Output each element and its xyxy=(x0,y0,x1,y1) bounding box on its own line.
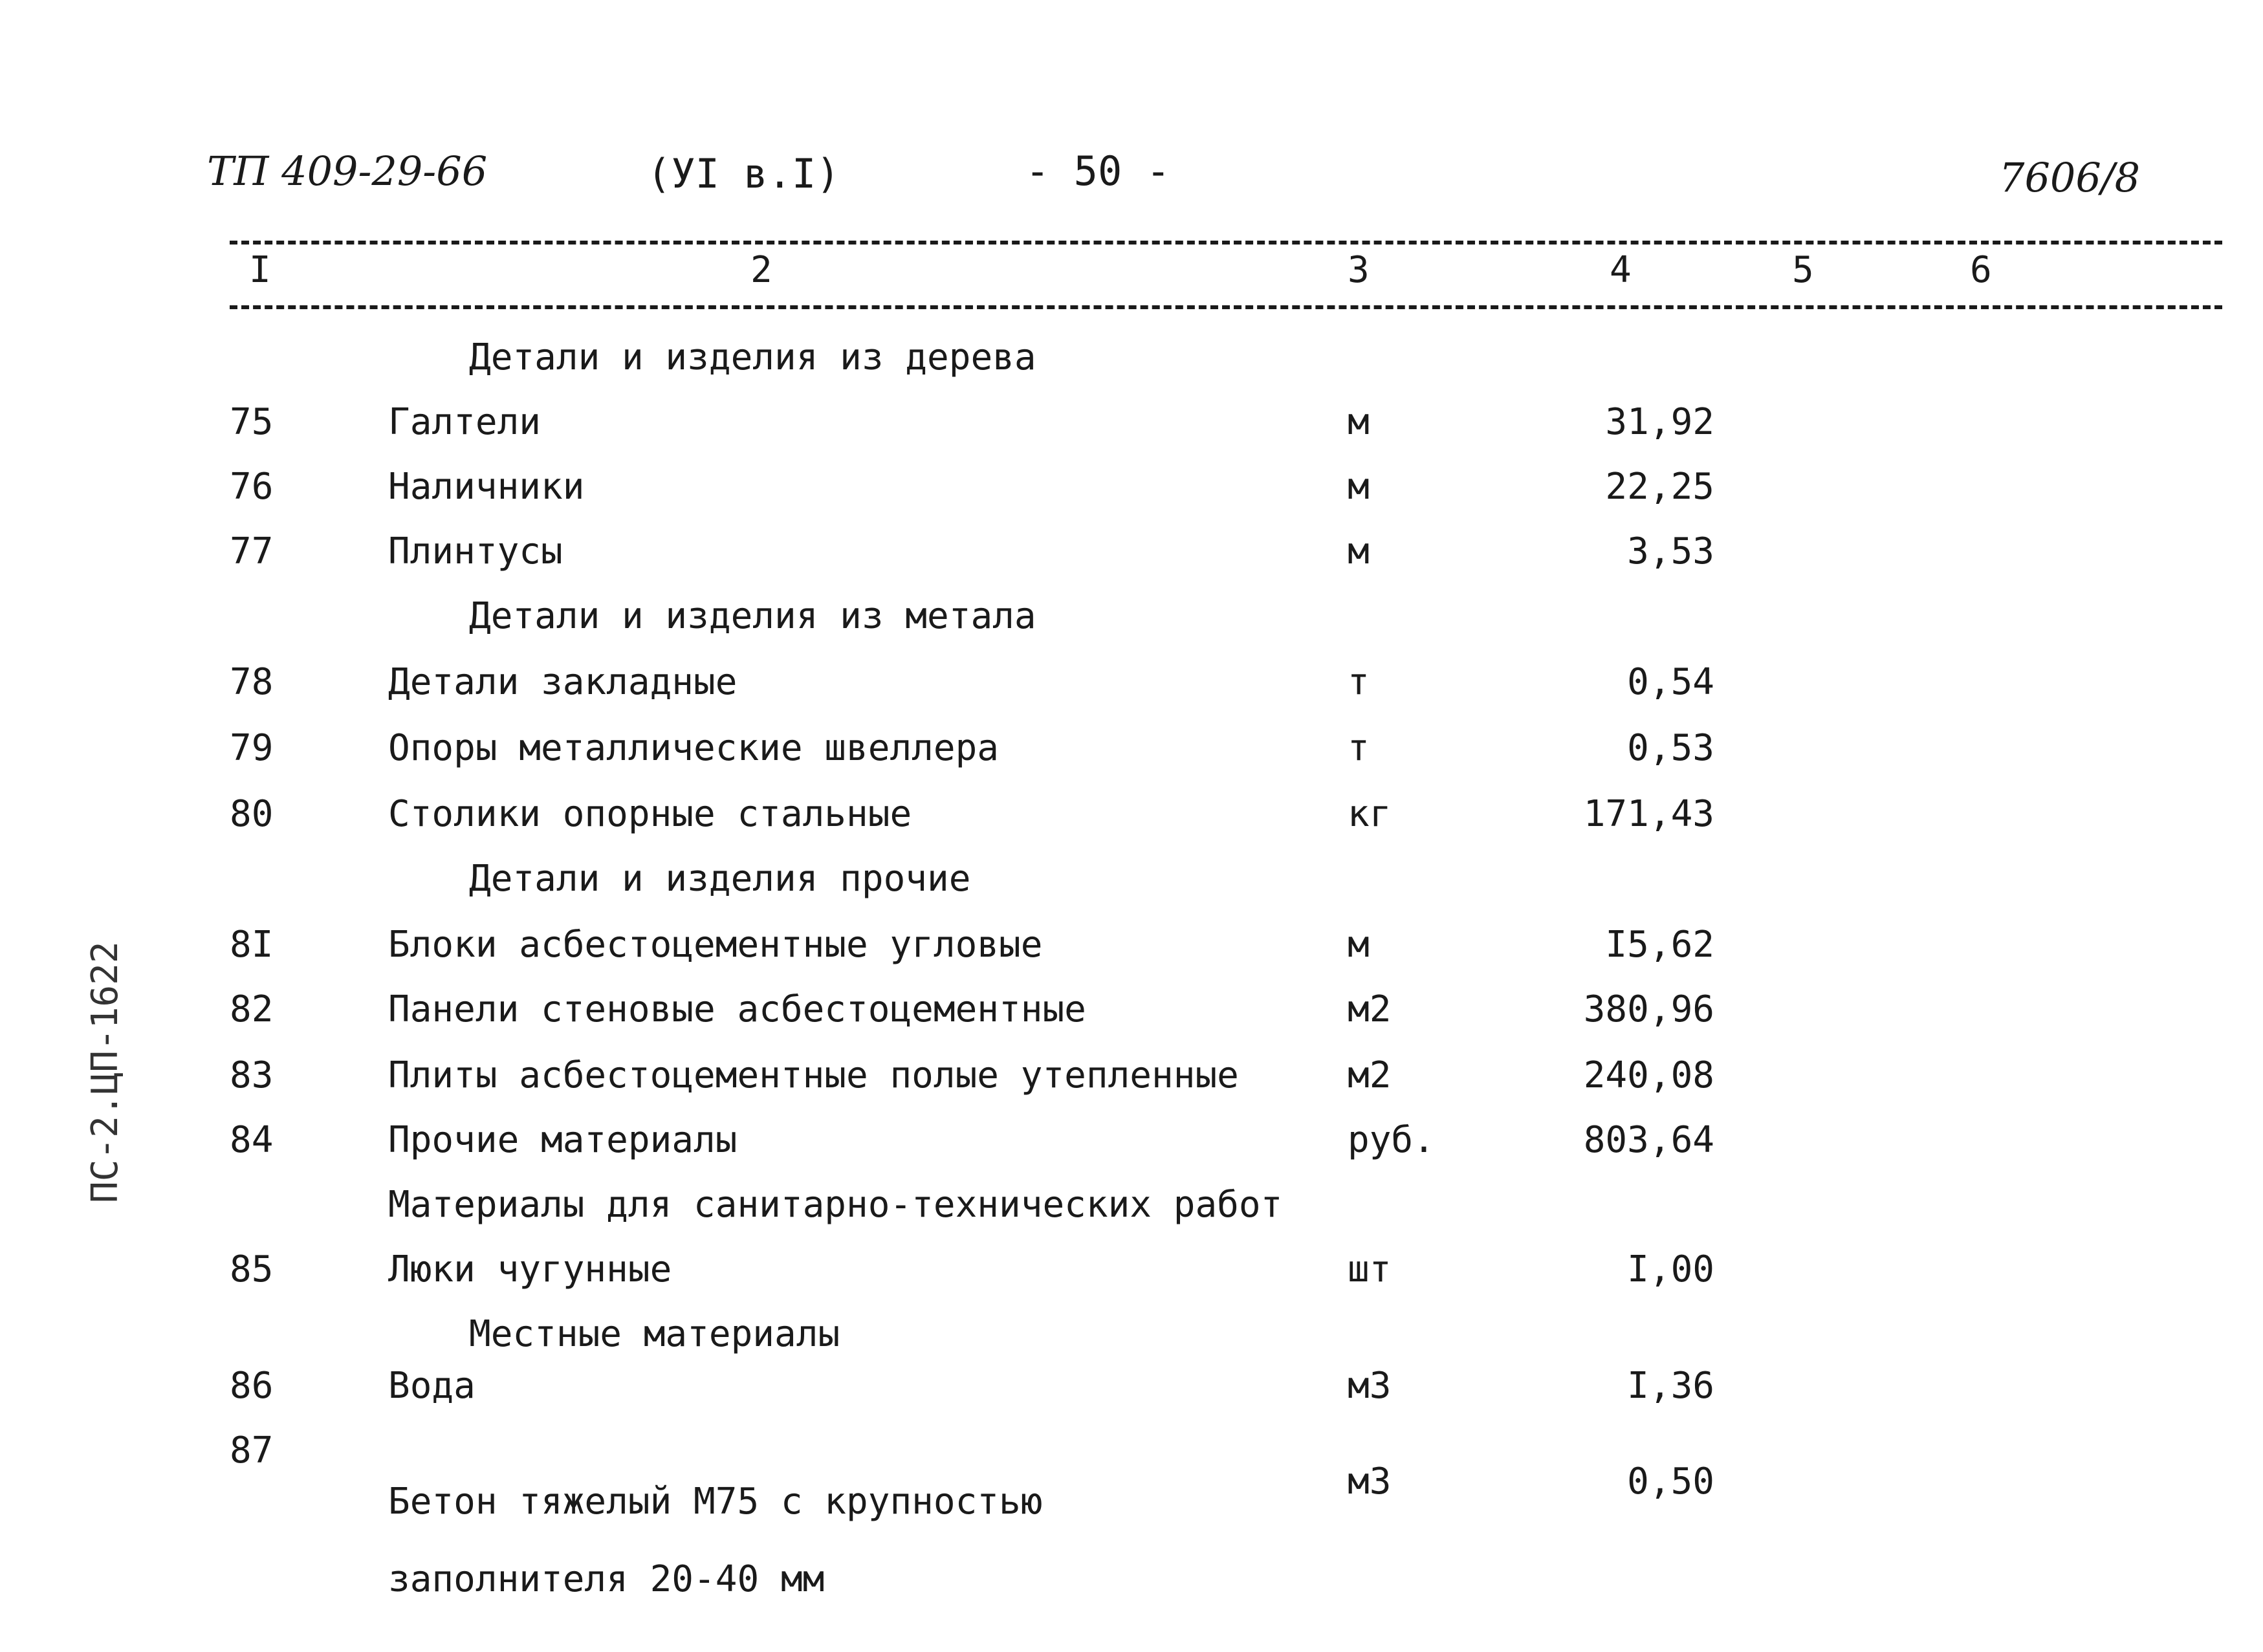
table-row xyxy=(0,1248,2263,1313)
quantity: I,36 xyxy=(1627,1365,1714,1407)
table-row xyxy=(0,661,2263,726)
item-name: Панели стеновые асбестоцементные xyxy=(388,988,1086,1030)
item-name: Галтели xyxy=(388,401,541,443)
column-header-2: 2 xyxy=(750,249,772,291)
quantity: 0,53 xyxy=(1627,727,1714,769)
unit: м xyxy=(1348,924,1370,966)
volume-label: (УI в.I) xyxy=(647,150,840,197)
column-header-3: 3 xyxy=(1348,249,1370,291)
archive-stamp: ПС-2.ЦП-1622 xyxy=(84,941,126,1203)
quantity: 171,43 xyxy=(1583,793,1714,835)
section-title: Детали и изделия прочие xyxy=(469,858,971,900)
row-number: 82 xyxy=(230,988,274,1030)
header-top-rule xyxy=(230,241,2222,245)
section-title: Детали и изделия из дерева xyxy=(469,336,1036,378)
section-heading xyxy=(0,595,2263,660)
table-row xyxy=(0,466,2263,530)
table-row xyxy=(0,988,2263,1053)
table-row xyxy=(0,530,2263,595)
row-number: 8I xyxy=(230,924,274,966)
section-title: Местные материалы xyxy=(469,1313,840,1355)
item-name: Плинтусы xyxy=(388,530,563,572)
table-row xyxy=(0,1119,2263,1184)
table-row xyxy=(0,924,2263,988)
sheet-code: 7606/8 xyxy=(1999,154,2141,201)
column-header-6: 6 xyxy=(1970,249,1992,291)
row-number: 78 xyxy=(230,661,274,703)
table-row xyxy=(0,401,2263,466)
quantity: 803,64 xyxy=(1583,1119,1714,1161)
row-number: 80 xyxy=(230,793,274,835)
unit: руб. xyxy=(1348,1119,1435,1161)
section-heading xyxy=(0,336,2263,401)
table-row xyxy=(0,727,2263,792)
unit: м2 xyxy=(1348,1054,1392,1096)
page-number: - 50 - xyxy=(1025,147,1170,195)
column-header-5: 5 xyxy=(1792,249,1814,291)
item-name: Люки чугунные xyxy=(388,1248,672,1290)
item-name: Опоры металлические швеллера xyxy=(388,727,1000,769)
section-title: Детали и изделия из метала xyxy=(469,595,1036,637)
item-name-line-1: Бетон тяжелый М75 с крупностью xyxy=(388,1481,1043,1523)
item-name: Наличники xyxy=(388,466,585,508)
section-heading xyxy=(0,1184,2263,1248)
quantity: 0,50 xyxy=(1627,1461,1714,1503)
quantity: I5,62 xyxy=(1605,924,1714,966)
row-number: 83 xyxy=(230,1054,274,1096)
document-code: ТП 409-29-66 xyxy=(207,147,488,195)
unit: м2 xyxy=(1348,988,1392,1030)
quantity: 0,54 xyxy=(1627,661,1714,703)
section-title: Материалы для санитарно-технических работ xyxy=(388,1184,1283,1226)
row-number: 79 xyxy=(230,727,274,769)
row-number: 84 xyxy=(230,1119,274,1161)
item-name: Блоки асбестоцементные угловые xyxy=(388,924,1043,966)
unit: м xyxy=(1348,401,1370,443)
column-header-1: I xyxy=(249,249,271,291)
quantity: 31,92 xyxy=(1605,401,1714,443)
table-row xyxy=(0,1365,2263,1429)
item-name-line-2: заполнителя 20-40 мм xyxy=(388,1558,825,1600)
unit: м xyxy=(1348,530,1370,572)
item-name xyxy=(388,1437,1042,1644)
row-number: 75 xyxy=(230,401,274,443)
row-number: 77 xyxy=(230,530,274,572)
section-heading xyxy=(0,858,2263,922)
unit: м3 xyxy=(1348,1365,1392,1407)
row-number: 87 xyxy=(230,1429,274,1472)
unit: м3 xyxy=(1348,1461,1392,1503)
header-bottom-rule xyxy=(230,305,2222,309)
item-name: Детали закладные xyxy=(388,661,738,703)
row-number: 85 xyxy=(230,1248,274,1290)
item-name: Плиты асбестоцементные полые утепленные xyxy=(388,1054,1239,1096)
row-number: 86 xyxy=(230,1365,274,1407)
column-header-4: 4 xyxy=(1610,249,1632,291)
unit: кг xyxy=(1348,793,1392,835)
item-name: Столики опорные стальные xyxy=(388,793,912,835)
quantity: 3,53 xyxy=(1627,530,1714,572)
quantity: 22,25 xyxy=(1605,466,1714,508)
item-name: Прочие материалы xyxy=(388,1119,738,1161)
quantity: 240,08 xyxy=(1583,1054,1714,1096)
quantity: I,00 xyxy=(1627,1248,1714,1290)
row-number: 76 xyxy=(230,466,274,508)
item-name: Вода xyxy=(388,1365,476,1407)
quantity: 380,96 xyxy=(1583,988,1714,1030)
table-row xyxy=(0,1429,2263,1600)
table-row xyxy=(0,1054,2263,1119)
unit: м xyxy=(1348,466,1370,508)
unit: т xyxy=(1348,661,1370,703)
unit: шт xyxy=(1348,1248,1392,1290)
unit: т xyxy=(1348,727,1370,769)
table-row xyxy=(0,793,2263,858)
